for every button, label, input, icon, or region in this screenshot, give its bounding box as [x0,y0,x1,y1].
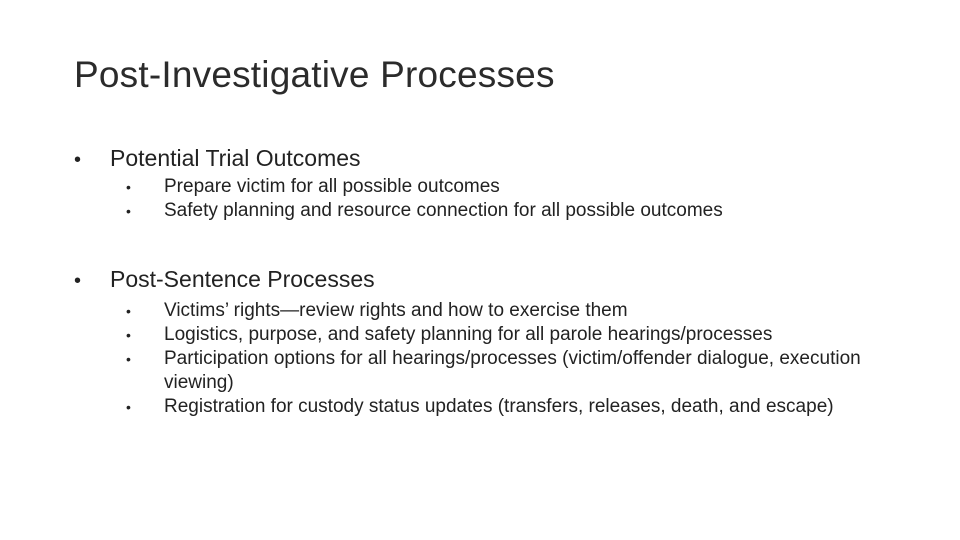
list-item-text: Logistics, purpose, and safety planning for all parole hearings/processes [164,324,773,345]
list-item-text: Victims’ rights—review rights and how to exercise them [164,300,628,321]
level1-bullet-item [74,143,914,175]
bullet-icon: • [126,399,131,415]
list-item [74,323,914,347]
list-item-text: Safety planning and resource connection for all possible outcomes [164,200,723,221]
bullet-icon: • [126,179,131,195]
bullet-icon: • [126,303,131,319]
section-potential-trial-outcomes [74,143,914,223]
sub-bullet-list [74,299,914,419]
bullet-icon: • [126,351,131,367]
list-item [74,199,914,223]
list-item [74,299,914,323]
bullet-icon: • [74,149,82,171]
list-item [74,175,914,199]
section-heading: Potential Trial Outcomes [110,145,361,171]
bullet-icon: • [126,203,131,219]
bullet-icon: • [74,270,82,292]
section-heading: Post-Sentence Processes [110,266,375,292]
sub-bullet-list [74,175,914,223]
bullet-icon: • [126,327,131,343]
level1-bullet-item [74,264,914,296]
slide-title: Post-Investigative Processes [74,54,555,95]
list-item-text: Registration for custody status updates (transfers, releases, death, and escape) [164,396,834,417]
list-item-text: Participation options for all hearings/processes (victim/offender dialogue, execution viewing) [164,348,861,393]
list-item [74,395,914,419]
list-item [74,347,914,395]
section-post-sentence-processes [74,264,914,419]
list-item-text: Prepare victim for all possible outcomes [164,176,500,197]
